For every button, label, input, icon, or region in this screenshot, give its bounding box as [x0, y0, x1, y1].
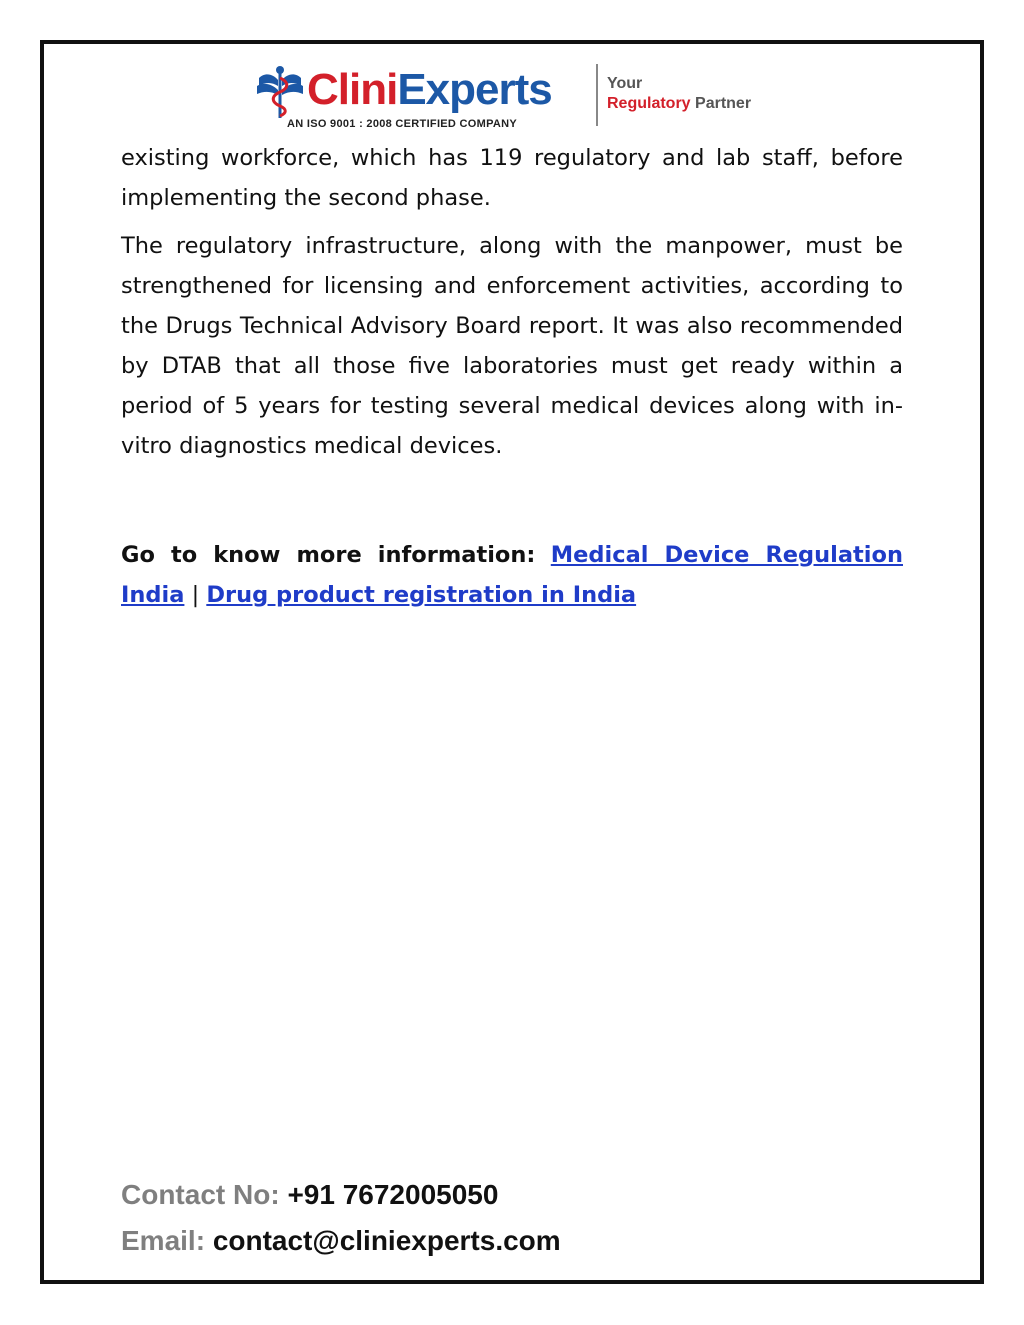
- logo-divider: [596, 64, 598, 126]
- more-info-label: Go to know more information:: [121, 542, 536, 568]
- paragraph-1: existing workforce, which has 119 regulatory and lab staff, before implementing the second phase.: [121, 145, 903, 211]
- phone-value: +91 7672005050: [287, 1179, 499, 1210]
- link-separator: |: [191, 582, 200, 608]
- drug-product-registration-link[interactable]: Drug product registration in India: [206, 582, 637, 608]
- body-text: [121, 138, 903, 474]
- phone-line: [121, 1172, 561, 1218]
- tagline-regulatory: Regulatory: [607, 95, 691, 112]
- tagline-line1: Your: [607, 75, 643, 92]
- phone-label: Contact No:: [121, 1179, 280, 1210]
- brand-wordmark: [307, 64, 552, 116]
- paragraph-2: The regulatory infrastructure, along with the manpower, must be strengthened for licensing and enforcement activities, according to the Drugs Technical Advisory Board report. It was also recommended by DTAB that all those five laboratories must get ready within a period of 5 years for testing several medical devices along with in-vitro diagnostics medical devices.: [121, 233, 903, 459]
- brand-part1: Clini: [307, 65, 398, 114]
- certification-text: AN ISO 9001 : 2008 CERTIFIED COMPANY: [287, 118, 518, 130]
- caduceus-icon: [255, 64, 305, 120]
- medical-device-regulation-link[interactable]: Medical Device Regulation India: [121, 542, 903, 608]
- tagline-partner: Partner: [695, 95, 752, 112]
- more-info-section: [121, 535, 903, 615]
- brand-part2: Experts: [397, 65, 552, 114]
- email-value: contact@cliniexperts.com: [212, 1225, 561, 1256]
- tagline-line2: [607, 95, 751, 112]
- company-logo: [255, 62, 775, 132]
- email-label: Email:: [121, 1225, 206, 1256]
- logo-tagline: [607, 74, 751, 114]
- email-line: [121, 1218, 561, 1264]
- contact-section: [121, 1172, 561, 1264]
